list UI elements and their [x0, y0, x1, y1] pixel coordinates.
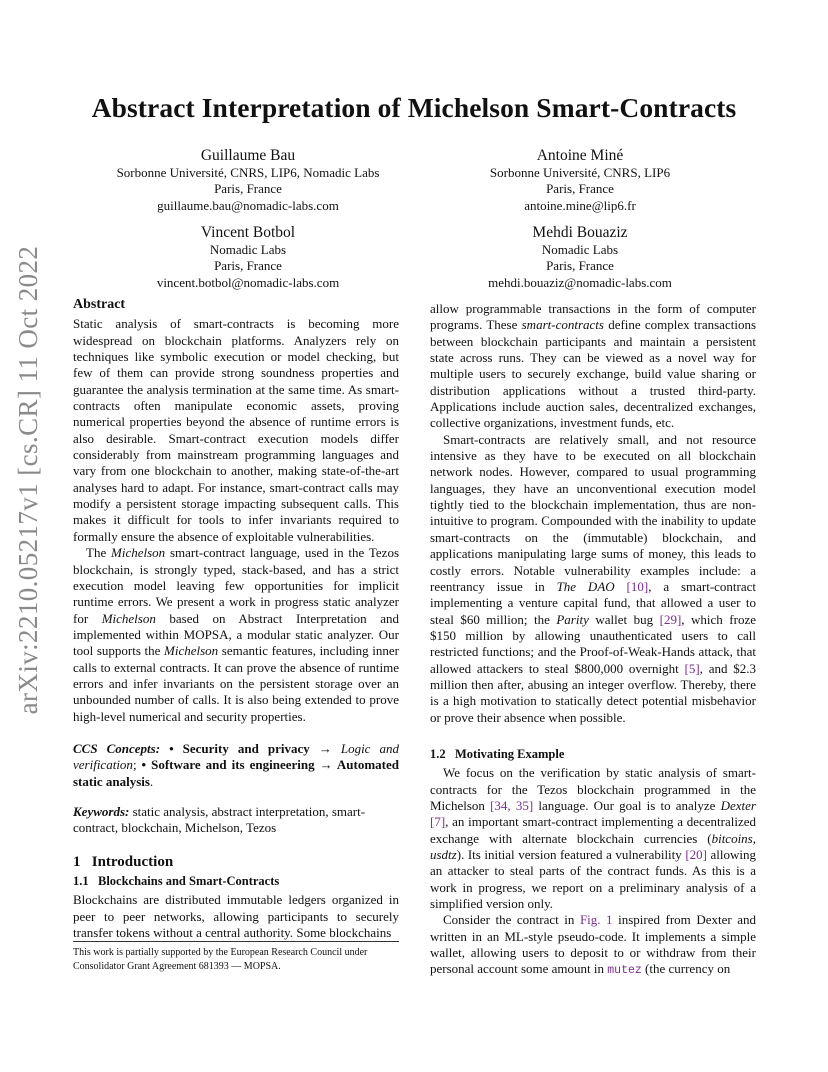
author-block-1 [98, 146, 398, 214]
intro-paragraph-3: Smart-contracts are relatively small, and not resource intensive as they have to be executed on all blockchain network nodes. However, compared to usual programming languages, they have an unconventional execution model tightly tied to the blockchain implementation, thus are non-intuitive to program. Compounded with the inability to update smart-contracts on the (immutable) blockchain, and applications manipulating large sums of money, this leads to costly errors. Notable vulnerability examples include: a reentrancy issue in The DAO [10], a smart-contract implementing a venture capital fund, that allowed a user to steal $60 million; the Parity wallet bug [29], which froze $150 million by allowing unauthenticated users to call restricted functions; and the Proof-of-Weak-Hands attack, that allowed attackers to steal $800,000 overnight [5], and $2.3 million then after, abusing an integer overflow. Thereby, there is a high motivation to statically detect potential misbehavior or prove their absence when possible. [430, 431, 757, 725]
motivating-paragraph-2: Consider the contract in Fig. 1 inspired from Dexter and written in an ML-style pseudo-code. It implements a simple wallet, allowing users to deposit to or withdraw from their personal account some amount in mutez (the currency on [430, 912, 756, 978]
author-name: Antoine Miné [536, 147, 624, 164]
figure-link[interactable]: Fig. 1 [579, 912, 613, 928]
author-affiliation: Nomadic Labs [541, 242, 619, 257]
author-location: Paris, France [214, 258, 282, 274]
intro-paragraph-2: allow programmable transactions in the form of computer programs. These smart-contracts define complex transactions between blockchain participants and maintain a persistent state across runs. They can be viewed as a novel way for multiple users to securely exchange, build value sharing or distribution applications without a trusted third-party. Applications include auction sales, decentralized exchanges, collective organizations, investment funds, etc. [430, 301, 756, 431]
author-location: Paris, France [546, 258, 614, 274]
citation-link[interactable]: [29] [659, 611, 682, 627]
paper-title: Abstract Interpretation of Michelson Smart-Contracts [91, 92, 737, 123]
subsection-heading-blockchains: 1.1 Blockchains and Smart-Contracts [73, 874, 280, 888]
arxiv-watermark: arXiv:2210.05217v1 [cs.CR] 11 Oct 2022 [13, 245, 43, 715]
section-heading-introduction: 1 Introduction [73, 853, 174, 870]
motivating-paragraph-1: We focus on the verification by static analysis of smart-contracts for the Tezos blockchain programmed in the Michelson [34, 35] language. Our goal is to analyze Dexter [7], an important smart-contract implementing a decentralized exchange with alternate blockchain currencies (bitcoins, usdtz). Its initial version featured a vulnerability [20] allowing an attacker to steal parts of the contract funds. As this is a work in progress, we report on a preliminary analysis of a simplified version only. [430, 765, 756, 912]
abstract-heading: Abstract [73, 297, 126, 312]
footnote-rule [73, 941, 399, 942]
author-affiliation: Nomadic Labs [209, 242, 287, 257]
author-name: Vincent Botbol [200, 224, 296, 241]
citation-link[interactable]: [10] [626, 578, 649, 594]
citation-link[interactable]: [20] [685, 847, 707, 862]
author-block-3 [98, 223, 398, 291]
author-block-2 [460, 146, 700, 214]
author-location: Paris, France [214, 181, 282, 197]
author-email: guillaume.bau@nomadic-labs.com [157, 197, 339, 213]
right-column [430, 301, 756, 980]
author-email: vincent.botbol@nomadic-labs.com [156, 274, 340, 290]
author-name: Mehdi Bouaziz [532, 224, 628, 241]
code-mutez: mutez [607, 964, 642, 978]
abstract-paragraph-2: The Michelson smart-contract language, used in the Tezos blockchain, is strongly typed, stack-based, and has a strict execution model leaving few opportunities for implicit runtime errors. We present a work in progress static analyzer for Michelson based on Abstract Interpretation and implemented within MOPSA, a modular static analyzer. Our tool supports the Michelson semantic features, including inner calls to external contracts. It can prove the absence of runtime errors and infer invariants on the persistent storage over an unbounded number of calls. It is also being extended to prove high-level numerical and security properties. [73, 545, 400, 724]
author-affiliation: Sorbonne Université, CNRS, LIP6, Nomadic Labs [116, 165, 380, 180]
author-affiliation: Sorbonne Université, CNRS, LIP6 [489, 165, 671, 180]
ccs-concepts: CCS Concepts: • Security and privacy → Logic and verification; • Software and its engineering → Automated static analysis. [73, 740, 399, 789]
citation-link[interactable]: [34, 35] [490, 797, 534, 813]
citation-link[interactable]: [5] [684, 660, 700, 676]
intro-paragraph-1: Blockchains are distributed immutable ledgers organized in peer to peer networks, allowing participants to securely transfer tokens without a central authority. Some blockchains [73, 892, 399, 941]
abstract-paragraph-1: Static analysis of smart-contracts is becoming more widespread on blockchain platforms. Analyzers rely on techniques like symbolic execution or model checking, but few of them can provide strong soundness properties and guarantee the analysis termination at the same time. As smart-contracts often manipulate economic assets, proving numerical properties beyond the absence of runtime errors is also desirable. Smart-contract execution models differ considerably from mainstream programming languages and vary from one blockchain to another, making state-of-the-art analyses hard to adapt. For instance, smart-contract calls may modify a persistent storage impacting subsequent calls. This makes it difficult for tools to infer invariants required to formally ensure the absence of exploitable vulnerabilities. [73, 316, 399, 544]
subsection-heading-motivating: 1.2 Motivating Example [430, 746, 565, 761]
citation-link[interactable]: [7] [430, 814, 446, 830]
left-column [73, 297, 399, 941]
author-block-4 [460, 223, 700, 291]
keywords: Keywords: static analysis, abstract interpretation, smart-contract, blockchain, Michelson, Tezos [73, 803, 366, 836]
footnote: This work is partially supported by the European Research Council under Consolidator Grant Agreement 681393 — MOPSA. [73, 947, 368, 972]
author-email: mehdi.bouaziz@nomadic-labs.com [488, 274, 672, 290]
author-name: Guillaume Bau [200, 147, 296, 164]
author-location: Paris, France [546, 181, 614, 197]
author-email: antoine.mine@lip6.fr [524, 197, 636, 213]
